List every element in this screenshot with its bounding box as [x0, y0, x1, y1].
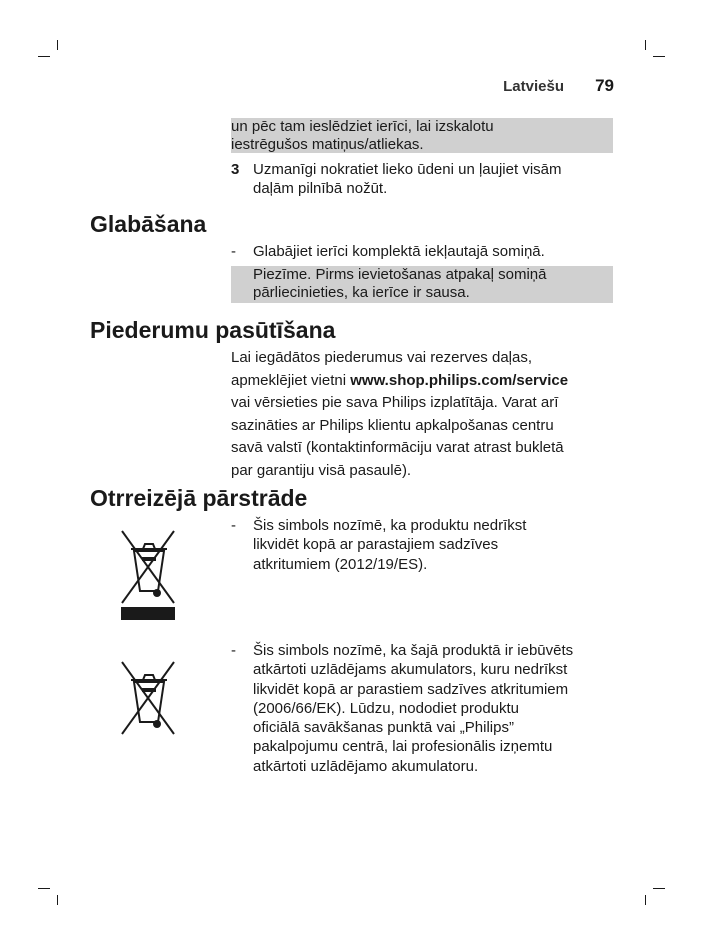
step-number: 3 — [231, 161, 240, 178]
step-text — [253, 160, 621, 198]
crop-mark — [653, 888, 665, 889]
crop-mark — [653, 56, 665, 57]
bullet-dash: - — [231, 642, 236, 659]
paragraph-line: Lai iegādātos piederumus vai rezerves daļas, — [231, 349, 533, 366]
paragraph-line: par garantiju visā pasaulē). — [231, 461, 412, 479]
page-number: 79 — [595, 76, 614, 95]
crop-mark — [57, 40, 58, 50]
accessories-paragraph — [231, 347, 616, 482]
bullet-dash: - — [231, 243, 236, 260]
crop-mark — [645, 895, 646, 905]
bullet-line: atkārtoti uzlādējamo akumulatoru. — [253, 757, 479, 775]
paragraph-line: savā valstī (kontaktinformāciju varat atrast bukletā — [231, 439, 564, 456]
bullet-line: (2006/66/EK). Lūdzu, nododiet produktu — [253, 699, 520, 717]
bullet-line: atkārtoti uzlādējams akumulators, kuru nedrīkst — [253, 661, 568, 679]
step-line: daļām pilnībā nožūt. — [253, 180, 388, 197]
paragraph-line — [231, 370, 616, 393]
crossed-out-wheelie-bin-with-bar-icon — [118, 527, 178, 622]
shop-url-link[interactable]: www.shop.philips.com/service — [350, 371, 569, 389]
note-line: pārliecinieties, ka ierīce ir sausa. — [253, 283, 470, 301]
paragraph-line: vai vērsieties pie sava Philips izplatītāja. Varat arī — [231, 394, 559, 411]
step-line: Uzmanīgi nokratiet lieko ūdeni un ļaujiet visām — [253, 161, 562, 178]
bullet-text: Glabājiet ierīci komplektā iekļautajā somiņā. — [253, 243, 545, 260]
bullet-line: likvidēt kopā ar parastiem sadzīves atkritumiem — [253, 680, 569, 698]
section-heading-accessories: Piederumu pasūtīšana — [90, 317, 336, 343]
paragraph-line: sazināties ar Philips klientu apkalpošanas centru — [231, 416, 554, 434]
crossed-out-wheelie-bin-icon — [118, 658, 178, 738]
crop-mark — [38, 56, 50, 57]
section-heading-recycling: Otrreizējā pārstrāde — [90, 485, 308, 511]
note-box-continued — [231, 118, 613, 153]
paragraph-line-prefix: apmeklējiet vietni — [231, 371, 351, 389]
bullet-line: pakalpojumu centrā, lai profesionālis izņemtu — [253, 738, 553, 756]
bullet-line: Šis simbols nozīmē, ka produktu nedrīkst — [253, 517, 527, 534]
section-heading-storage: Glabāšana — [90, 211, 207, 237]
bullet-line: atkritumiem (2012/19/ES). — [253, 555, 428, 573]
crop-mark — [38, 888, 50, 889]
note-box-storage — [231, 266, 613, 303]
note-line: Piezīme. Pirms ievietošanas atpakaļ somiņā — [253, 266, 547, 283]
crop-mark — [645, 40, 646, 50]
bullet-line: Šis simbols nozīmē, ka šajā produktā ir iebūvēts — [253, 642, 574, 659]
note-line: iestrēgušos matiņus/atliekas. — [231, 135, 424, 153]
bullet-dash: - — [231, 517, 236, 534]
crop-mark — [57, 895, 58, 905]
running-header-language: Latviešu — [503, 78, 564, 95]
note-line: un pēc tam ieslēdziet ierīci, lai izskalotu — [231, 118, 494, 135]
bullet-line: likvidēt kopā ar parastajiem sadzīves — [253, 536, 499, 554]
bullet-line: oficiālā savākšanas punktā vai „Philips” — [253, 719, 514, 737]
